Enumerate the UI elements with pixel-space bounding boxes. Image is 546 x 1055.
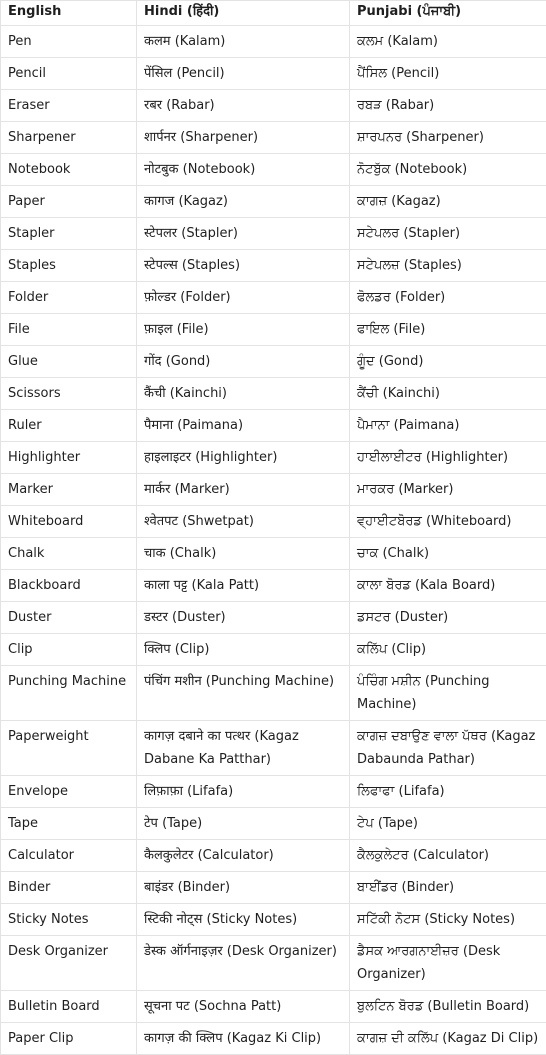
cell-english: Marker <box>1 474 137 506</box>
cell-hindi: कैलकुलेटर (Calculator) <box>137 840 350 872</box>
table-row <box>1 122 546 154</box>
header-hindi: Hindi (हिंदी) <box>137 1 350 26</box>
cell-punjabi: ਕਲਮ (Kalam) <box>350 26 546 58</box>
cell-hindi: फ़ाइल (File) <box>137 314 350 346</box>
cell-english: Scissors <box>1 378 137 410</box>
table-row <box>1 721 546 776</box>
table-row <box>1 58 546 90</box>
cell-english: Calculator <box>1 840 137 872</box>
cell-hindi: पंचिंग मशीन (Punching Machine) <box>137 666 350 721</box>
cell-hindi: स्टेपलर (Stapler) <box>137 218 350 250</box>
cell-punjabi: ਫਾਇਲ (File) <box>350 314 546 346</box>
cell-english: Stapler <box>1 218 137 250</box>
table-row <box>1 186 546 218</box>
cell-english: Clip <box>1 634 137 666</box>
cell-punjabi: ਲਿਫਾਫਾ (Lifafa) <box>350 776 546 808</box>
table-row <box>1 904 546 936</box>
table-row <box>1 538 546 570</box>
header-punjabi: Punjabi (ਪੰਜਾਬੀ) <box>350 1 546 26</box>
table-row <box>1 378 546 410</box>
cell-hindi: डस्टर (Duster) <box>137 602 350 634</box>
cell-punjabi: ਸ਼ਾਰਪਨਰ (Sharpener) <box>350 122 546 154</box>
cell-hindi: स्टिकी नोट्स (Sticky Notes) <box>137 904 350 936</box>
cell-hindi: डेस्क ऑर्गनाइज़र (Desk Organizer) <box>137 936 350 991</box>
cell-english: Paperweight <box>1 721 137 776</box>
cell-punjabi: ਮਾਰਕਰ (Marker) <box>350 474 546 506</box>
cell-english: Duster <box>1 602 137 634</box>
cell-english: Binder <box>1 872 137 904</box>
cell-hindi: कैंची (Kainchi) <box>137 378 350 410</box>
cell-hindi: लिफ़ाफ़ा (Lifafa) <box>137 776 350 808</box>
cell-english: Blackboard <box>1 570 137 602</box>
cell-hindi: पैमाना (Paimana) <box>137 410 350 442</box>
table-row <box>1 346 546 378</box>
cell-punjabi: ਸਟਿੱਕੀ ਨੋਟਸ (Sticky Notes) <box>350 904 546 936</box>
cell-hindi: नोटबुक (Notebook) <box>137 154 350 186</box>
cell-hindi: श्वेतपट (Shwetpat) <box>137 506 350 538</box>
table-header-row <box>1 1 546 26</box>
cell-punjabi: ਸਟੇਪਲਜ਼ (Staples) <box>350 250 546 282</box>
cell-punjabi: ਚਾਕ (Chalk) <box>350 538 546 570</box>
cell-hindi: गोंद (Gond) <box>137 346 350 378</box>
table-row <box>1 872 546 904</box>
cell-punjabi: ਸਟੇਪਲਰ (Stapler) <box>350 218 546 250</box>
cell-punjabi: ਪੈਂਸਿਲ (Pencil) <box>350 58 546 90</box>
table-row <box>1 474 546 506</box>
cell-hindi: क्लिप (Clip) <box>137 634 350 666</box>
cell-punjabi: ਕਾਲਾ ਬੋਰਡ (Kala Board) <box>350 570 546 602</box>
cell-hindi: सूचना पट (Sochna Patt) <box>137 991 350 1023</box>
cell-punjabi: ਬਾਈਂਡਰ (Binder) <box>350 872 546 904</box>
cell-hindi: पेंसिल (Pencil) <box>137 58 350 90</box>
cell-english: Ruler <box>1 410 137 442</box>
table-row <box>1 218 546 250</box>
table-row <box>1 282 546 314</box>
cell-english: Sticky Notes <box>1 904 137 936</box>
table-row <box>1 602 546 634</box>
cell-english: Whiteboard <box>1 506 137 538</box>
cell-english: Paper <box>1 186 137 218</box>
cell-punjabi: ਹਾਈਲਾਈਟਰ (Highlighter) <box>350 442 546 474</box>
table-row <box>1 570 546 602</box>
table-row <box>1 410 546 442</box>
table-body <box>1 26 546 1055</box>
table-row <box>1 314 546 346</box>
cell-punjabi: ਕਾਗਜ਼ ਦੀ ਕਲਿੱਪ (Kagaz Di Clip) <box>350 1023 546 1055</box>
cell-punjabi: ਰਬੜ (Rabar) <box>350 90 546 122</box>
cell-punjabi: ਫੋਲਡਰ (Folder) <box>350 282 546 314</box>
cell-english: Tape <box>1 808 137 840</box>
cell-punjabi: ਗੂੰਦ (Gond) <box>350 346 546 378</box>
table-row <box>1 1023 546 1055</box>
cell-hindi: रबर (Rabar) <box>137 90 350 122</box>
cell-english: Bulletin Board <box>1 991 137 1023</box>
cell-english: Staples <box>1 250 137 282</box>
cell-punjabi: ਕਲਿੱਪ (Clip) <box>350 634 546 666</box>
cell-english: Chalk <box>1 538 137 570</box>
table-row <box>1 808 546 840</box>
cell-hindi: कागज़ की क्लिप (Kagaz Ki Clip) <box>137 1023 350 1055</box>
cell-hindi: फ़ोल्डर (Folder) <box>137 282 350 314</box>
cell-english: Desk Organizer <box>1 936 137 991</box>
cell-english: Pen <box>1 26 137 58</box>
cell-punjabi: ਕੈਲਕੁਲੇਟਰ (Calculator) <box>350 840 546 872</box>
cell-punjabi: ਡਸਟਰ (Duster) <box>350 602 546 634</box>
cell-hindi: हाइलाइटर (Highlighter) <box>137 442 350 474</box>
cell-hindi: कलम (Kalam) <box>137 26 350 58</box>
cell-hindi: बाइंडर (Binder) <box>137 872 350 904</box>
table-row <box>1 666 546 721</box>
cell-english: Paper Clip <box>1 1023 137 1055</box>
table-row <box>1 250 546 282</box>
cell-punjabi: ਕੈਂਚੀ (Kainchi) <box>350 378 546 410</box>
cell-hindi: कागज (Kagaz) <box>137 186 350 218</box>
cell-punjabi: ਪੈਮਾਨਾ (Paimana) <box>350 410 546 442</box>
table-row <box>1 26 546 58</box>
cell-english: Glue <box>1 346 137 378</box>
cell-punjabi: ਕਾਗਜ਼ ਦਬਾਉਣ ਵਾਲਾ ਪੱਥਰ (Kagaz Dabaunda Pathar) <box>350 721 546 776</box>
table-row <box>1 936 546 991</box>
table-row <box>1 776 546 808</box>
cell-hindi: टेप (Tape) <box>137 808 350 840</box>
cell-english: Pencil <box>1 58 137 90</box>
cell-punjabi: ਪੰਚਿੰਗ ਮਸ਼ੀਨ (Punching Machine) <box>350 666 546 721</box>
cell-punjabi: ਬੁਲਟਿਨ ਬੋਰਡ (Bulletin Board) <box>350 991 546 1023</box>
cell-punjabi: ਨੋਟਬੁੱਕ (Notebook) <box>350 154 546 186</box>
table-row <box>1 442 546 474</box>
table-row <box>1 154 546 186</box>
cell-english: Highlighter <box>1 442 137 474</box>
cell-english: Envelope <box>1 776 137 808</box>
cell-hindi: कागज़ दबाने का पत्थर (Kagaz Dabane Ka Patthar) <box>137 721 350 776</box>
table-row <box>1 840 546 872</box>
cell-english: Notebook <box>1 154 137 186</box>
cell-english: File <box>1 314 137 346</box>
cell-punjabi: ਕਾਗਜ਼ (Kagaz) <box>350 186 546 218</box>
cell-hindi: स्टेपल्स (Staples) <box>137 250 350 282</box>
table-row <box>1 506 546 538</box>
cell-english: Sharpener <box>1 122 137 154</box>
table-row <box>1 991 546 1023</box>
cell-punjabi: ਟੇਪ (Tape) <box>350 808 546 840</box>
table-row <box>1 90 546 122</box>
cell-english: Punching Machine <box>1 666 137 721</box>
cell-punjabi: ਵ੍ਹਾਈਟਬੋਰਡ (Whiteboard) <box>350 506 546 538</box>
cell-hindi: शार्पनर (Sharpener) <box>137 122 350 154</box>
cell-hindi: काला पट्ट (Kala Patt) <box>137 570 350 602</box>
cell-hindi: मार्कर (Marker) <box>137 474 350 506</box>
cell-punjabi: ਡੈਸਕ ਆਰਗਨਾਈਜ਼ਰ (Desk Organizer) <box>350 936 546 991</box>
table-row <box>1 634 546 666</box>
cell-english: Eraser <box>1 90 137 122</box>
header-english: English <box>1 1 137 26</box>
cell-hindi: चाक (Chalk) <box>137 538 350 570</box>
cell-english: Folder <box>1 282 137 314</box>
